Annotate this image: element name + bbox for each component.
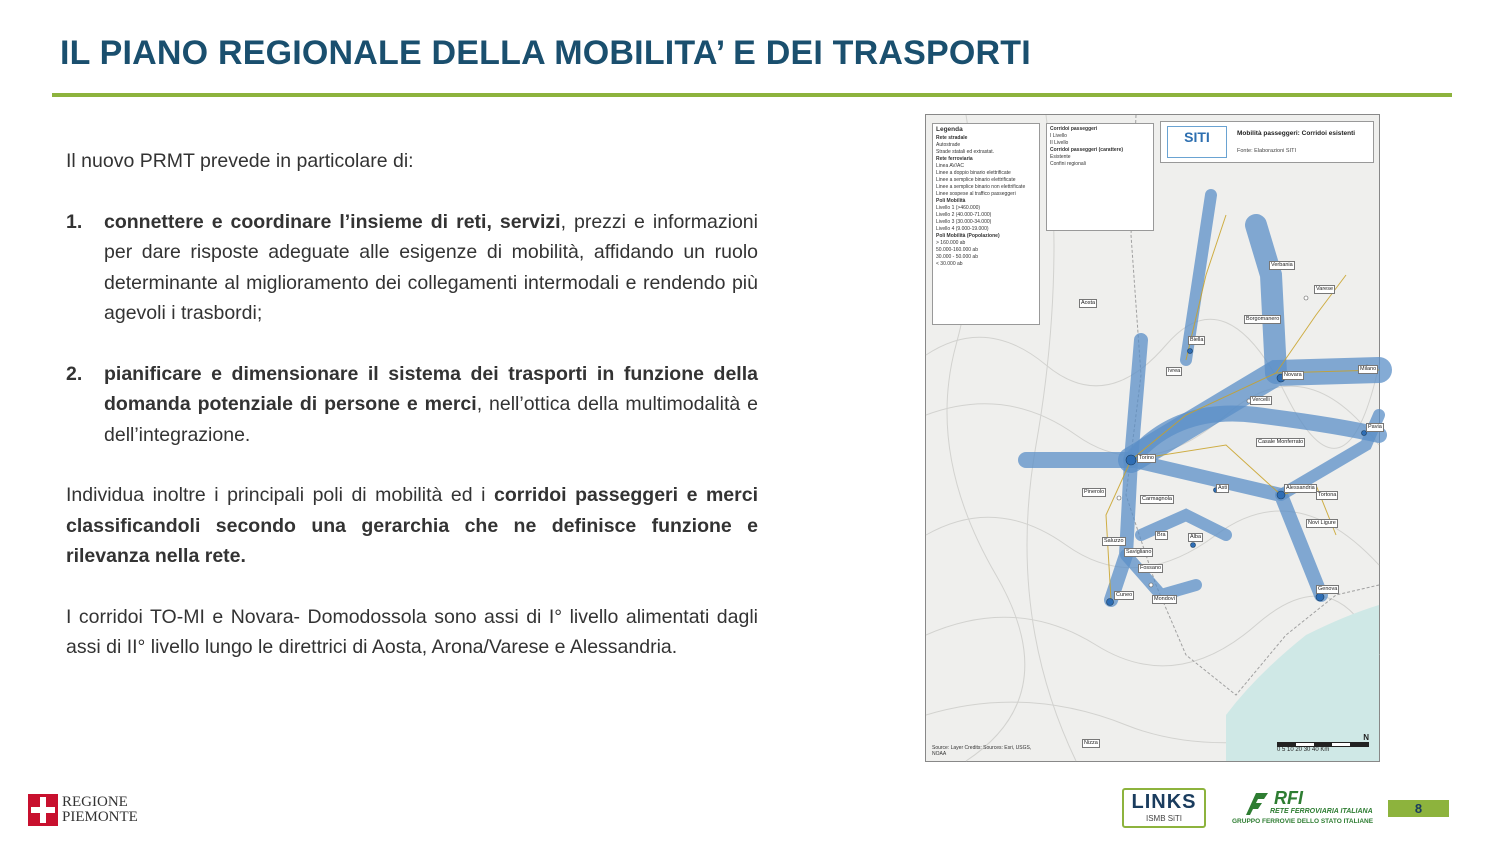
legend-entry: Strade statali ed extrastat.	[936, 149, 995, 155]
city-label: Cuneo	[1116, 592, 1133, 598]
legend-entry: Livello 4 (9.000-19.000)	[936, 226, 989, 232]
city-label: Alessandria	[1286, 485, 1315, 491]
rfi-logo	[1232, 787, 1377, 829]
rfi-mark-icon	[1238, 789, 1272, 817]
list-text	[104, 207, 758, 329]
legend-entry: 30.000 - 50.000 ab	[936, 254, 978, 260]
intro-text: Il nuovo PRMT prevede in particolare di:	[66, 150, 414, 172]
corridor-map	[925, 114, 1380, 762]
city-label: Tortona	[1318, 492, 1337, 498]
city-label: Pavia	[1368, 424, 1382, 430]
legend-entry: Poli Mobilità	[936, 198, 966, 204]
map-title: Mobilità passeggeri: Corridoi esistenti	[1237, 130, 1356, 137]
city-label: Genova	[1318, 586, 1338, 592]
rfi-group: GRUPPO FERROVIE DELLO STATO ITALIANE	[1232, 818, 1374, 825]
paragraph-plain: Individua inoltre i principali poli di mobilità ed i	[66, 484, 494, 506]
legend-entry: I Livello	[1050, 133, 1067, 139]
map-source: Fonte: Elaborazioni SITI	[1237, 148, 1297, 154]
legend-entry: Livello 1 (>460.000)	[936, 205, 981, 211]
city-label: Novara	[1284, 372, 1302, 378]
map-scale	[1277, 733, 1369, 753]
scale-label: 0 5 10 20 30 40	[1277, 747, 1319, 753]
regione-piemonte-logo	[28, 794, 138, 826]
city-label: Borgomanero	[1246, 316, 1280, 322]
list-number: 1.	[66, 210, 83, 233]
slide-title: IL PIANO REGIONALE DELLA MOBILITA’ E DEI TRASPORTI	[60, 34, 1031, 72]
city-label: Vercelli	[1252, 397, 1270, 403]
legend-entry: Rete ferroviaria	[936, 156, 973, 162]
city-label: Nizza	[1084, 740, 1098, 746]
legend-entry: Poli Mobilità (Popolazione)	[936, 233, 1000, 239]
legend-entry: Esistente	[1050, 154, 1071, 160]
legend-entry: > 160.000 ab	[936, 240, 966, 246]
city-label: Saluzzo	[1104, 538, 1124, 544]
map-legend	[932, 123, 1040, 325]
city-label: Verbania	[1271, 262, 1293, 268]
list-bold-text: pianificare e dimensionare il sistema dei trasporti in funzione della domanda potenziale di persone e merci	[104, 362, 758, 415]
city-label: Biella	[1190, 337, 1204, 343]
map-legend-corridors	[1046, 123, 1154, 231]
city-label: Novi Ligure	[1308, 520, 1336, 526]
city-label: Aosta	[1081, 300, 1096, 306]
legend-entry: Linee a doppio binario elettrificate	[936, 170, 1011, 176]
city-label: Fossano	[1140, 565, 1162, 571]
city-label: Milano	[1360, 366, 1377, 372]
city-label: Savigliano	[1126, 549, 1152, 555]
logo-line: REGIONE	[62, 794, 128, 810]
legend-entry: Linee a semplice binario non elettrificate	[936, 184, 1026, 190]
map-attribution: Source: Layer Credits: Sources: Esri, USGS, NOAA	[932, 745, 1032, 757]
paragraph-corridoi: I corridoi TO-MI e Novara- Domodossola sono assi di I° livello alimentati dagli assi di II° livello lungo le direttrici di Aosta, Arona/Varese e Alessandria.	[66, 605, 758, 658]
links-subtitle: ISMB SiTI	[1145, 814, 1182, 823]
legend-entry: 50.000-160.000 ab	[936, 247, 978, 253]
legend-entry: Autostrade	[936, 142, 961, 148]
legend-title: Legenda	[936, 126, 963, 133]
legend-entry: Linee a semplice binario elettrificate	[936, 177, 1016, 183]
paragraph-poli	[66, 480, 758, 572]
legend-entry: Livello 3 (30.000-34.000)	[936, 219, 992, 225]
city-label: Alba	[1190, 534, 1202, 540]
list-number: 2.	[66, 362, 83, 385]
city-label: Ivrea	[1168, 368, 1181, 374]
list-bold-text: connettere e coordinare l’insieme di reti, servizi	[104, 210, 561, 233]
legend-entry: Rete stradale	[936, 135, 968, 141]
rfi-subtitle: RETE FERROVIARIA ITALIANA	[1270, 808, 1373, 815]
north-arrow-icon: N	[1363, 733, 1369, 742]
title-divider	[52, 93, 1452, 97]
legend-entry: Linea AV/AC	[936, 163, 964, 169]
list-plain-text: , prezzi e informazioni per dare risposte adeguate alle esigenze di mobilità, affidando un ruolo determinante al miglioramento dei collegamenti intermodali e rendendo più agevoli i trasbordi;	[104, 210, 758, 324]
rfi-wordmark: RFI	[1274, 788, 1303, 808]
links-logo	[1122, 788, 1206, 828]
city-label: Carmagnola	[1142, 496, 1172, 502]
page-number: 8	[1388, 800, 1449, 817]
city-label: Varese	[1316, 286, 1334, 292]
siti-logo: SITI	[1167, 126, 1227, 158]
list-plain-text: , nell’ottica della multimodalità e dell’integrazione.	[104, 393, 758, 446]
slide-body	[66, 146, 758, 663]
city-label: Bra	[1157, 532, 1166, 538]
legend-entry: Confini regionali	[1050, 161, 1086, 167]
scale-unit: Km	[1320, 747, 1330, 753]
legend-entry: Linee sospese al traffico passeggeri	[936, 191, 1016, 197]
logo-line: PIEMONTE	[62, 809, 138, 825]
list-text	[104, 359, 758, 451]
legend-entry: Livello 2 (40.000-71.000)	[936, 212, 992, 218]
city-label: Asti	[1218, 485, 1228, 491]
map-header	[1160, 121, 1374, 163]
paragraph-bold: corridoi passeggeri e merci classificandoli secondo una gerarchia che ne definisce funzione e rilevanza nella rete.	[66, 484, 758, 567]
piemonte-flag-icon	[28, 794, 58, 826]
legend-entry: Corridoi passeggeri (carattere)	[1050, 147, 1124, 153]
legend-entry: II Livello	[1050, 140, 1069, 146]
links-wordmark: LINKS	[1131, 791, 1197, 813]
city-label: Casale Monferrato	[1258, 439, 1304, 445]
city-label: Pinerolo	[1084, 489, 1105, 495]
legend-entry: < 30.000 ab	[936, 261, 963, 267]
list-item	[66, 207, 758, 329]
legend-entry: Corridoi passeggeri	[1050, 126, 1098, 132]
list-item	[66, 359, 758, 451]
city-label: Torino	[1139, 455, 1154, 461]
city-label: Mondovì	[1154, 596, 1176, 602]
